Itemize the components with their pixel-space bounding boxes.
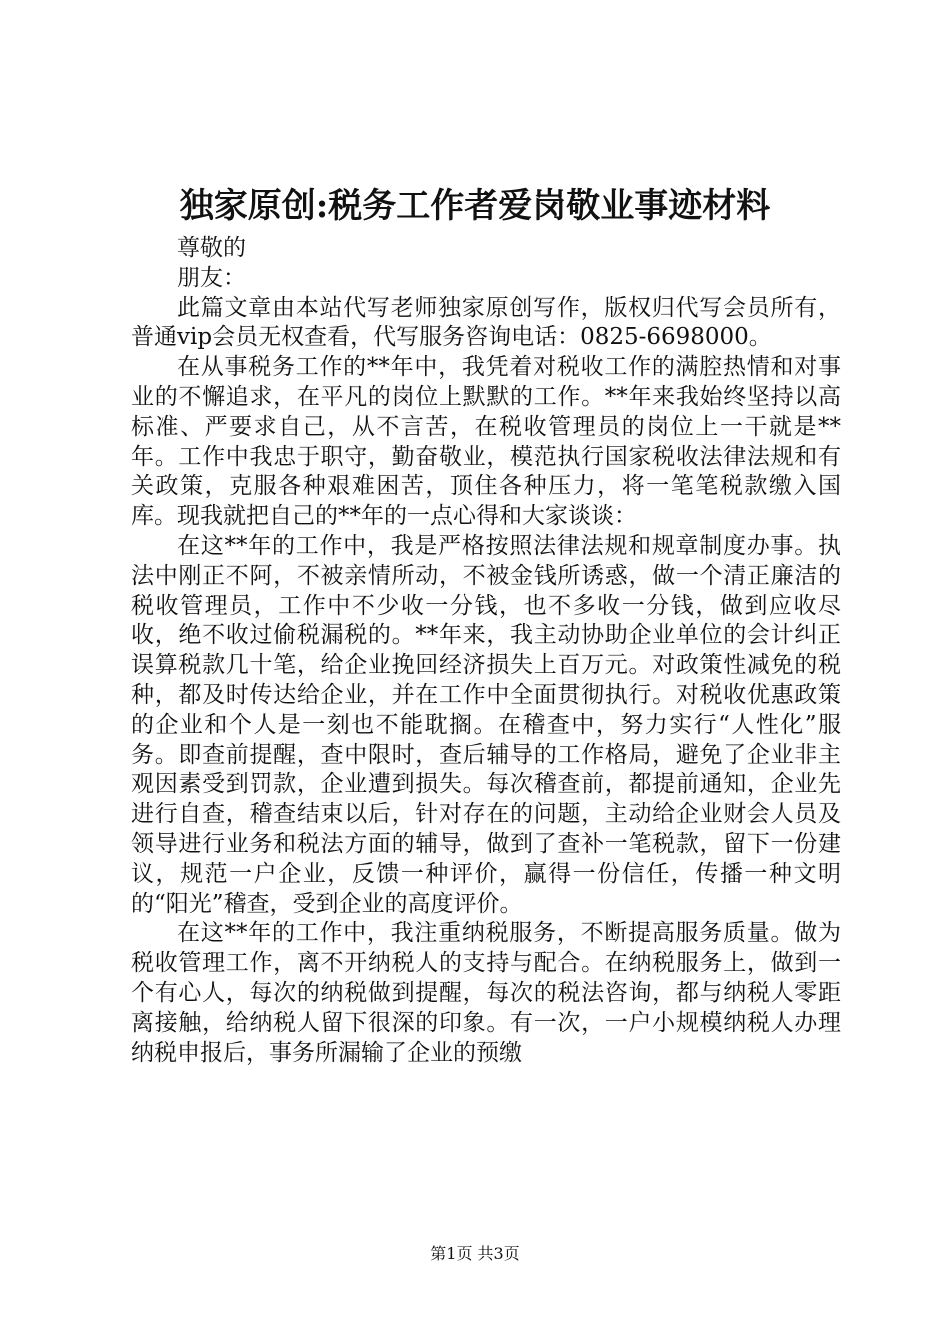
document-title: 独家原创:税务工作者爱岗敬业事迹材料	[179, 186, 771, 226]
document-body	[131, 234, 841, 1068]
salutation-line: 朋友：	[177, 264, 246, 291]
paragraph: 此篇文章由本站代写老师独家原创写作，版权归代写会员所有，普通vip会员无权查看，代写服务咨询电话：0825-6698000。	[131, 294, 841, 351]
paragraph: 在这**年的工作中，我是严格按照法律法规和规章制度办事。执法中刚正不阿，不被亲情所动，不被金钱所诱惑，做一个清正廉洁的税收管理员，工作中不少收一分钱，也不多收一分钱，做到应收尽收，绝不收过偷税漏税的。**年来，我主动协助企业单位的会计纠正误算税款几十笔，给企业挽回经济损失上百万元。对政策性减免的税种，都及时传达给企业，并在工作中全面贯彻执行。对税收优惠政策的企业和个人是一刻也不能耽搁。在稽查中，努力实行“人性化”服务。即查前提醒，查中限时，查后辅导的工作格局，避免了企业非主观因素受到罚款，企业遭到损失。每次稽查前，都提前通知，企业先进行自查，稽查结束以后，针对存在的问题，主动给企业财会人员及领导进行业务和税法方面的辅导，做到了查补一笔税款，留下一份建议，规范一户企业，反馈一种评价，赢得一份信任，传播一种文明的“阳光”稽查，受到企业的高度评价。	[131, 532, 841, 917]
paragraph: 在从事税务工作的**年中，我凭着对税收工作的满腔热情和对事业的不懈追求，在平凡的岗位上默默的工作。**年来我始终坚持以高标准、严要求自己，从不言苦，在税收管理员的岗位上一干就是**年。工作中我忠于职守，勤奋敬业，模范执行国家税收法律法规和有关政策，克服各种艰难困苦，顶住各种压力，将一笔笔税款缴入国库。现我就把自己的**年的一点心得和大家谈谈：	[131, 354, 841, 530]
paragraph: 在这**年的工作中，我注重纳税服务，不断提高服务质量。做为税收管理工作，离不开纳税人的支持与配合。在纳税服务上，做到一个有心人，每次的纳税做到提醒，每次的税法咨询，都与纳税人零距离接触，给纳税人留下很深的印象。有一次，一户小规模纳税人办理纳税申报后，事务所漏输了企业的预缴	[131, 920, 841, 1066]
page-footer: 第1页 共3页	[430, 1244, 520, 1263]
salutation-line: 尊敬的	[177, 235, 246, 261]
